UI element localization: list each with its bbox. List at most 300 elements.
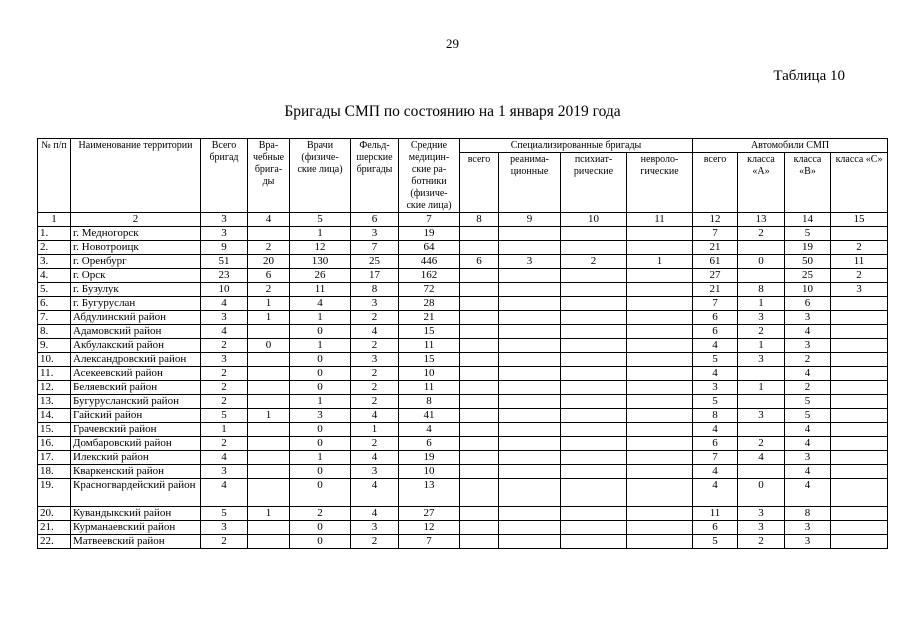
row-number-cell: 11. [38, 366, 71, 380]
table-row [38, 268, 888, 282]
value-cell [460, 240, 499, 254]
row-number-cell: 10. [38, 352, 71, 366]
territory-name-cell: г. Новотроицк [71, 240, 201, 254]
value-cell: 8 [738, 282, 785, 296]
value-cell: 2 [831, 240, 888, 254]
value-cell [627, 450, 693, 464]
value-cell [627, 422, 693, 436]
value-cell [460, 352, 499, 366]
value-cell [499, 380, 561, 394]
value-cell: 3 [201, 520, 248, 534]
value-cell [738, 394, 785, 408]
row-number-cell: 8. [38, 324, 71, 338]
value-cell [627, 366, 693, 380]
value-cell: 446 [399, 254, 460, 268]
value-cell [627, 268, 693, 282]
table-row [38, 506, 888, 520]
value-cell: 2 [738, 324, 785, 338]
value-cell: 8 [351, 282, 399, 296]
row-number-cell: 15. [38, 422, 71, 436]
column-number-cell: 3 [201, 213, 248, 227]
value-cell [460, 450, 499, 464]
value-cell: 1 [248, 408, 290, 422]
column-number-cell: 1 [38, 213, 71, 227]
value-cell [627, 310, 693, 324]
territory-name-cell: Адамовский район [71, 324, 201, 338]
territory-name-cell: г. Бузулук [71, 282, 201, 296]
value-cell [831, 534, 888, 548]
row-number-cell: 22. [38, 534, 71, 548]
value-cell: 4 [351, 506, 399, 520]
value-cell [248, 520, 290, 534]
value-cell [499, 296, 561, 310]
value-cell: 3 [831, 282, 888, 296]
value-cell: 4 [201, 296, 248, 310]
value-cell: 11 [399, 380, 460, 394]
value-cell: 3 [693, 380, 738, 394]
value-cell: 4 [785, 324, 831, 338]
value-cell: 3 [785, 520, 831, 534]
value-cell [248, 450, 290, 464]
value-cell: 2 [351, 380, 399, 394]
value-cell: 6 [693, 520, 738, 534]
value-cell [499, 520, 561, 534]
value-cell [831, 324, 888, 338]
territory-name-cell: Кувандыкский район [71, 506, 201, 520]
row-number-cell: 12. [38, 380, 71, 394]
value-cell [248, 380, 290, 394]
value-cell [248, 534, 290, 548]
header-specialized-group: Специализированные бригады [460, 139, 693, 153]
territory-name-cell: Александровский район [71, 352, 201, 366]
value-cell: 2 [351, 366, 399, 380]
value-cell [499, 408, 561, 422]
value-cell [627, 478, 693, 506]
value-cell [831, 296, 888, 310]
value-cell: 4 [693, 338, 738, 352]
value-cell [499, 282, 561, 296]
value-cell: 7 [399, 534, 460, 548]
value-cell: 4 [785, 436, 831, 450]
territory-name-cell: г. Медногорск [71, 226, 201, 240]
value-cell: 72 [399, 282, 460, 296]
table-row [38, 464, 888, 478]
value-cell: 4 [785, 366, 831, 380]
table-row [38, 436, 888, 450]
value-cell: 3 [785, 534, 831, 548]
territory-name-cell: г. Оренбург [71, 254, 201, 268]
value-cell: 10 [399, 366, 460, 380]
value-cell: 10 [201, 282, 248, 296]
value-cell [499, 324, 561, 338]
table-row [38, 450, 888, 464]
value-cell: 7 [693, 226, 738, 240]
value-cell [499, 352, 561, 366]
header-total-brigades: Всего бригад [201, 139, 248, 213]
value-cell: 6 [693, 324, 738, 338]
header-mid-staff: Средние медицин-ские ра-ботники (физиче-ские лица) [399, 139, 460, 213]
table-row [38, 226, 888, 240]
value-cell [738, 422, 785, 436]
column-number-cell: 2 [71, 213, 201, 227]
value-cell: 1 [738, 338, 785, 352]
value-cell: 12 [290, 240, 351, 254]
value-cell: 0 [290, 464, 351, 478]
value-cell [627, 380, 693, 394]
value-cell: 1 [738, 296, 785, 310]
value-cell: 41 [399, 408, 460, 422]
territory-name-cell: Бугурусланский район [71, 394, 201, 408]
value-cell: 3 [201, 310, 248, 324]
header-spec-total: всего [460, 153, 499, 213]
value-cell [460, 422, 499, 436]
value-cell: 27 [693, 268, 738, 282]
value-cell: 4 [290, 296, 351, 310]
value-cell [627, 520, 693, 534]
value-cell [248, 324, 290, 338]
value-cell [627, 408, 693, 422]
value-cell: 5 [201, 506, 248, 520]
value-cell: 1 [351, 422, 399, 436]
value-cell [561, 422, 627, 436]
value-cell [561, 394, 627, 408]
value-cell: 10 [785, 282, 831, 296]
territory-name-cell: Асекеевский район [71, 366, 201, 380]
header-feldsher-brigades: Фельд-шерские бригады [351, 139, 399, 213]
value-cell: 4 [351, 324, 399, 338]
value-cell: 0 [290, 436, 351, 450]
value-cell: 28 [399, 296, 460, 310]
table-row [38, 296, 888, 310]
value-cell: 2 [738, 534, 785, 548]
value-cell [499, 534, 561, 548]
value-cell [627, 394, 693, 408]
column-number-cell: 5 [290, 213, 351, 227]
value-cell [499, 478, 561, 506]
column-number-cell: 14 [785, 213, 831, 227]
table-row [38, 408, 888, 422]
value-cell: 5 [785, 226, 831, 240]
header-cars-group: Автомобили СМП [693, 139, 888, 153]
value-cell: 2 [831, 268, 888, 282]
row-number-cell: 9. [38, 338, 71, 352]
value-cell: 5 [201, 408, 248, 422]
column-number-cell: 6 [351, 213, 399, 227]
header-cars-a: класса «А» [738, 153, 785, 213]
value-cell [831, 394, 888, 408]
value-cell [561, 352, 627, 366]
value-cell [460, 310, 499, 324]
table-row [38, 254, 888, 268]
row-number-cell: 14. [38, 408, 71, 422]
row-number-cell: 4. [38, 268, 71, 282]
value-cell: 0 [290, 380, 351, 394]
value-cell [627, 240, 693, 254]
value-cell [831, 408, 888, 422]
value-cell [561, 282, 627, 296]
value-cell: 15 [399, 352, 460, 366]
value-cell [627, 352, 693, 366]
value-cell: 130 [290, 254, 351, 268]
row-number-cell: 16. [38, 436, 71, 450]
header-spec-psych: психиат-рические [561, 153, 627, 213]
value-cell: 8 [693, 408, 738, 422]
table-header [38, 139, 888, 213]
value-cell [499, 506, 561, 520]
value-cell [561, 324, 627, 338]
column-number-cell: 11 [627, 213, 693, 227]
value-cell [248, 422, 290, 436]
value-cell [248, 478, 290, 506]
value-cell [460, 506, 499, 520]
value-cell: 21 [693, 282, 738, 296]
row-number-cell: 7. [38, 310, 71, 324]
value-cell: 1 [290, 226, 351, 240]
value-cell: 17 [351, 268, 399, 282]
value-cell: 3 [738, 506, 785, 520]
value-cell: 4 [693, 478, 738, 506]
value-cell [831, 352, 888, 366]
territory-name-cell: Красногвардейский район [71, 478, 201, 506]
value-cell [460, 380, 499, 394]
page-number: 29 [446, 36, 459, 51]
value-cell: 25 [351, 254, 399, 268]
value-cell: 5 [693, 352, 738, 366]
value-cell: 3 [351, 352, 399, 366]
value-cell [248, 366, 290, 380]
value-cell [499, 436, 561, 450]
value-cell: 2 [201, 436, 248, 450]
value-cell: 21 [693, 240, 738, 254]
value-cell: 3 [785, 338, 831, 352]
value-cell: 64 [399, 240, 460, 254]
value-cell [738, 268, 785, 282]
table-row [38, 422, 888, 436]
header-doctor-brigades: Вра-чебные брига-ды [248, 139, 290, 213]
value-cell: 4 [738, 450, 785, 464]
territory-name-cell: Акбулакский район [71, 338, 201, 352]
value-cell [738, 240, 785, 254]
value-cell: 4 [399, 422, 460, 436]
territory-name-cell: Гайский район [71, 408, 201, 422]
value-cell [831, 380, 888, 394]
value-cell [460, 282, 499, 296]
value-cell: 0 [290, 422, 351, 436]
value-cell: 7 [351, 240, 399, 254]
value-cell [561, 296, 627, 310]
table-row [38, 310, 888, 324]
value-cell: 3 [351, 464, 399, 478]
value-cell: 4 [785, 422, 831, 436]
value-cell: 3 [201, 464, 248, 478]
column-number-cell: 8 [460, 213, 499, 227]
column-number-cell: 15 [831, 213, 888, 227]
value-cell: 12 [399, 520, 460, 534]
table-row [38, 240, 888, 254]
value-cell: 1 [738, 380, 785, 394]
value-cell: 4 [351, 408, 399, 422]
value-cell [499, 310, 561, 324]
value-cell [561, 450, 627, 464]
value-cell: 0 [290, 520, 351, 534]
territory-name-cell: Беляевский район [71, 380, 201, 394]
value-cell [831, 520, 888, 534]
value-cell [561, 338, 627, 352]
value-cell: 51 [201, 254, 248, 268]
value-cell: 13 [399, 478, 460, 506]
value-cell [248, 226, 290, 240]
row-number-cell: 20. [38, 506, 71, 520]
value-cell: 6 [399, 436, 460, 450]
value-cell: 0 [738, 478, 785, 506]
value-cell: 2 [785, 352, 831, 366]
value-cell [460, 464, 499, 478]
value-cell [499, 464, 561, 478]
value-cell [627, 506, 693, 520]
row-number-cell: 3. [38, 254, 71, 268]
value-cell: 61 [693, 254, 738, 268]
table-row [38, 394, 888, 408]
value-cell: 2 [201, 338, 248, 352]
value-cell: 3 [499, 254, 561, 268]
value-cell: 10 [399, 464, 460, 478]
value-cell [460, 534, 499, 548]
column-number-cell: 7 [399, 213, 460, 227]
value-cell: 6 [785, 296, 831, 310]
value-cell [738, 366, 785, 380]
row-number-cell: 1. [38, 226, 71, 240]
row-number-cell: 18. [38, 464, 71, 478]
table-body [38, 213, 888, 549]
value-cell [627, 324, 693, 338]
row-number-cell: 21. [38, 520, 71, 534]
value-cell [561, 534, 627, 548]
territory-name-cell: Грачевский район [71, 422, 201, 436]
value-cell: 6 [460, 254, 499, 268]
value-cell: 3 [290, 408, 351, 422]
territory-name-cell: Матвеевский район [71, 534, 201, 548]
value-cell: 1 [290, 394, 351, 408]
territory-name-cell: Илекский район [71, 450, 201, 464]
value-cell: 5 [785, 394, 831, 408]
value-cell: 1 [248, 296, 290, 310]
value-cell [738, 464, 785, 478]
value-cell [561, 240, 627, 254]
value-cell: 20 [248, 254, 290, 268]
value-cell: 1 [201, 422, 248, 436]
value-cell: 0 [290, 324, 351, 338]
value-cell [561, 520, 627, 534]
value-cell: 0 [738, 254, 785, 268]
value-cell [460, 366, 499, 380]
value-cell [248, 352, 290, 366]
row-number-cell: 13. [38, 394, 71, 408]
value-cell: 5 [693, 534, 738, 548]
header-spec-neuro: невроло-гические [627, 153, 693, 213]
value-cell: 3 [785, 310, 831, 324]
value-cell: 4 [201, 478, 248, 506]
value-cell: 2 [201, 394, 248, 408]
value-cell: 2 [201, 534, 248, 548]
value-cell: 2 [351, 394, 399, 408]
value-cell [460, 296, 499, 310]
value-cell [831, 478, 888, 506]
value-cell: 1 [290, 450, 351, 464]
value-cell [499, 450, 561, 464]
territory-name-cell: Кваркенский район [71, 464, 201, 478]
value-cell: 4 [351, 478, 399, 506]
value-cell [831, 422, 888, 436]
value-cell: 21 [399, 310, 460, 324]
value-cell: 4 [201, 324, 248, 338]
value-cell [460, 478, 499, 506]
value-cell [460, 394, 499, 408]
table-row [38, 478, 888, 506]
value-cell [499, 366, 561, 380]
column-number-cell: 13 [738, 213, 785, 227]
row-number-cell: 2. [38, 240, 71, 254]
value-cell [248, 436, 290, 450]
value-cell: 19 [785, 240, 831, 254]
value-cell: 4 [201, 450, 248, 464]
value-cell [561, 506, 627, 520]
value-cell: 2 [785, 380, 831, 394]
value-cell: 2 [290, 506, 351, 520]
value-cell: 2 [561, 254, 627, 268]
table-row [38, 520, 888, 534]
table-row [38, 366, 888, 380]
value-cell: 25 [785, 268, 831, 282]
value-cell [831, 310, 888, 324]
value-cell: 3 [785, 450, 831, 464]
value-cell: 5 [693, 394, 738, 408]
value-cell: 11 [399, 338, 460, 352]
value-cell: 7 [693, 296, 738, 310]
value-cell: 0 [290, 478, 351, 506]
value-cell [831, 450, 888, 464]
territory-name-cell: Домбаровский район [71, 436, 201, 450]
value-cell: 6 [693, 310, 738, 324]
value-cell: 0 [290, 352, 351, 366]
value-cell [561, 226, 627, 240]
value-cell [248, 464, 290, 478]
value-cell [499, 240, 561, 254]
value-cell: 4 [785, 464, 831, 478]
column-number-cell: 4 [248, 213, 290, 227]
column-number-row [38, 213, 888, 227]
value-cell [248, 394, 290, 408]
value-cell: 1 [248, 506, 290, 520]
value-cell: 11 [693, 506, 738, 520]
table-row [38, 324, 888, 338]
value-cell [561, 436, 627, 450]
value-cell: 0 [290, 366, 351, 380]
row-number-cell: 5. [38, 282, 71, 296]
value-cell: 4 [351, 450, 399, 464]
table-row [38, 282, 888, 296]
value-cell: 0 [248, 338, 290, 352]
row-number-cell: 19. [38, 478, 71, 506]
value-cell [627, 296, 693, 310]
value-cell: 3 [738, 520, 785, 534]
value-cell: 1 [290, 310, 351, 324]
table-label: Таблица 10 [773, 68, 845, 84]
value-cell: 2 [248, 240, 290, 254]
value-cell [499, 422, 561, 436]
value-cell: 23 [201, 268, 248, 282]
table-row [38, 534, 888, 548]
value-cell [627, 436, 693, 450]
